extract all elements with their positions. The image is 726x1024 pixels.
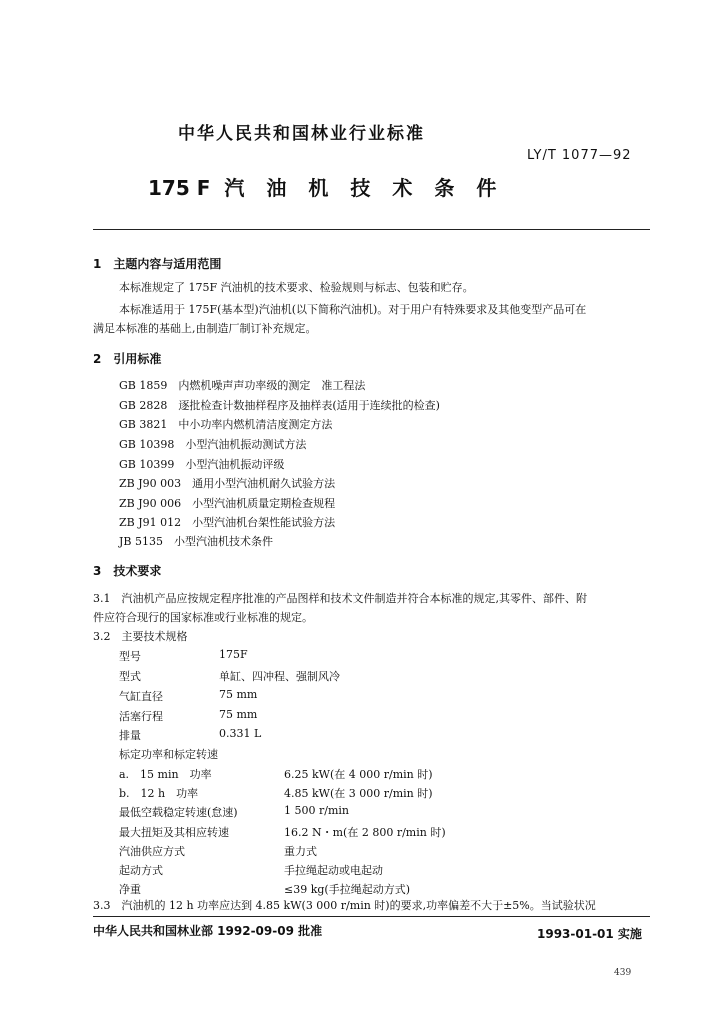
clause-3-2: 3.2 主要技术规格 — [93, 630, 188, 643]
spec-value: 手拉绳起动或电起动 — [284, 864, 383, 877]
issuing-organization: 中华人民共和国林业行业标准 — [178, 124, 425, 144]
section-1-paragraph-1: 本标准规定了 175F 汽油机的技术要求、检验规则与标志、包装和贮存。 — [119, 281, 474, 294]
spec-label: a. 15 min 功率 — [119, 768, 212, 781]
clause-3-3: 3.3 汽油机的 12 h 功率应达到 4.85 kW(3 000 r/min 时)的要求,功率偏差不大于±5%。当试验状况 — [93, 899, 596, 912]
reference-item: ZB J91 012 小型汽油机台架性能试验方法 — [119, 516, 336, 529]
spec-label: 型式 — [119, 670, 141, 683]
spec-label: 最大扭矩及其相应转速 — [119, 826, 229, 839]
spec-label: 排量 — [119, 729, 141, 742]
spec-label: 活塞行程 — [119, 710, 163, 723]
spec-label: 净重 — [119, 883, 141, 896]
section-1-paragraph-2-cont: 满足本标准的基础上,由制造厂制订补充规定。 — [93, 322, 317, 335]
document-title — [148, 172, 518, 201]
spec-value: 175F — [219, 648, 248, 661]
reference-item: ZB J90 003 通用小型汽油机耐久试验方法 — [119, 477, 336, 490]
page-number: 439 — [614, 968, 632, 978]
clause-3-1-cont: 件应符合现行的国家标准或行业标准的规定。 — [93, 611, 313, 624]
reference-item: GB 2828 逐批检查计数抽样程序及抽样表(适用于连续批的检查) — [119, 399, 440, 412]
spec-label: 最低空载稳定转速(怠速) — [119, 806, 238, 819]
spec-value: ≤39 kg(手拉绳起动方式) — [284, 883, 410, 896]
spec-value: 4.85 kW(在 3 000 r/min 时) — [284, 787, 433, 800]
effective-date: 1993-01-01 实施 — [537, 927, 642, 941]
spec-label: b. 12 h 功率 — [119, 787, 199, 800]
spec-value: 6.25 kW(在 4 000 r/min 时) — [284, 768, 433, 781]
standard-code: LY/T 1077—92 — [527, 148, 632, 163]
title-model: 175 F — [148, 176, 211, 200]
spec-value: 1 500 r/min — [284, 804, 349, 817]
reference-item: GB 10399 小型汽油机振动评级 — [119, 458, 285, 471]
reference-item: GB 10398 小型汽油机振动测试方法 — [119, 438, 307, 451]
reference-item: ZB J90 006 小型汽油机质量定期检查规程 — [119, 497, 336, 510]
spec-value: 16.2 N・m(在 2 800 r/min 时) — [284, 826, 446, 839]
clause-3-1: 3.1 汽油机产品应按规定程序批准的产品图样和技术文件制造并符合本标准的规定,其零件、部件、附 — [93, 592, 587, 605]
spec-label: 型号 — [119, 650, 141, 663]
spec-value: 75 mm — [219, 688, 258, 701]
reference-item: GB 3821 中小功率内燃机清洁度测定方法 — [119, 418, 333, 431]
title-text: 汽油机技术条件 — [224, 176, 519, 200]
spec-value: 单缸、四冲程、强制风冷 — [219, 670, 340, 683]
spec-value: 0.331 L — [219, 727, 262, 740]
spec-label: 起动方式 — [119, 864, 163, 877]
spec-label: 标定功率和标定转速 — [119, 748, 218, 761]
footer-rule — [93, 916, 650, 917]
section-2-heading: 2 引用标准 — [93, 352, 162, 366]
reference-item: JB 5135 小型汽油机技术条件 — [119, 535, 273, 548]
spec-label: 气缸直径 — [119, 690, 163, 703]
spec-label: 汽油供应方式 — [119, 845, 185, 858]
spec-value: 重力式 — [284, 845, 317, 858]
section-1-paragraph-2: 本标准适用于 175F(基本型)汽油机(以下简称汽油机)。对于用户有特殊要求及其他变型产品可在 — [119, 303, 587, 316]
section-1-heading: 1 主题内容与适用范围 — [93, 257, 222, 271]
header-rule — [93, 229, 650, 230]
approval-line: 中华人民共和国林业部 1992-09-09 批准 — [93, 924, 323, 938]
spec-value: 75 mm — [219, 708, 258, 721]
reference-item: GB 1859 内燃机噪声声功率级的测定 准工程法 — [119, 379, 366, 392]
section-3-heading: 3 技术要求 — [93, 564, 162, 578]
